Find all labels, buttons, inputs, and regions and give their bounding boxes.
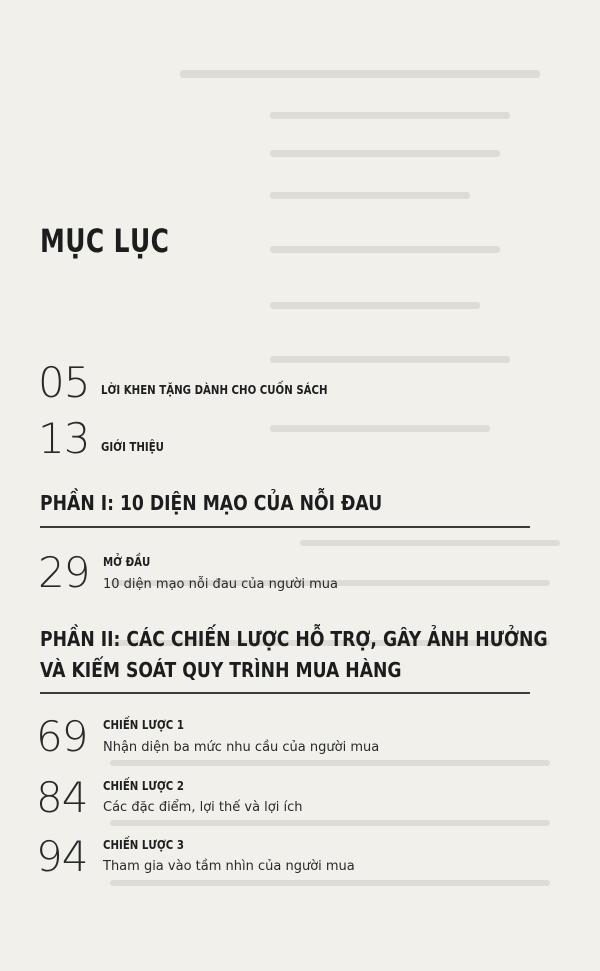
entry-label: GIỚI THIỆU — [101, 440, 164, 454]
entry-label: CHIẾN LƯỢC 2 — [103, 779, 184, 793]
entry-page-number: 84 — [36, 773, 88, 822]
entry-label: CHIẾN LƯỢC 3 — [103, 838, 184, 852]
entry-description: Nhận diện ba mức nhu cầu của người mua — [103, 740, 380, 755]
entry-page-number: 05 — [38, 358, 90, 407]
entry-page-number: 69 — [36, 712, 88, 761]
divider — [40, 692, 530, 694]
entry-page-number: 13 — [38, 414, 90, 463]
part-heading: PHẦN II: CÁC CHIẾN LƯỢC HỖ TRỢ, GÂY ẢNH HƯỞNG — [40, 627, 548, 651]
divider — [40, 526, 530, 528]
part-heading-continued: VÀ KIỂM SOÁT QUY TRÌNH MUA HÀNG — [40, 658, 402, 682]
entry-page-number: 29 — [38, 548, 90, 597]
entry-label: CHIẾN LƯỢC 1 — [103, 718, 184, 732]
part-heading: PHẦN I: 10 DIỆN MẠO CỦA NỖI ĐAU — [40, 491, 383, 515]
entry-description: Các đặc điểm, lợi thế và lợi ích — [103, 800, 303, 815]
entry-label: LỜI KHEN TẶNG DÀNH CHO CUỐN SÁCH — [101, 383, 328, 397]
entry-label: MỞ ĐẦU — [103, 555, 151, 569]
entry-description: 10 diện mạo nỗi đau của người mua — [103, 577, 338, 592]
entry-page-number: 94 — [36, 832, 88, 881]
entry-description: Tham gia vào tầm nhìn của người mua — [103, 859, 355, 874]
page-title: MỤC LỤC — [40, 222, 170, 260]
